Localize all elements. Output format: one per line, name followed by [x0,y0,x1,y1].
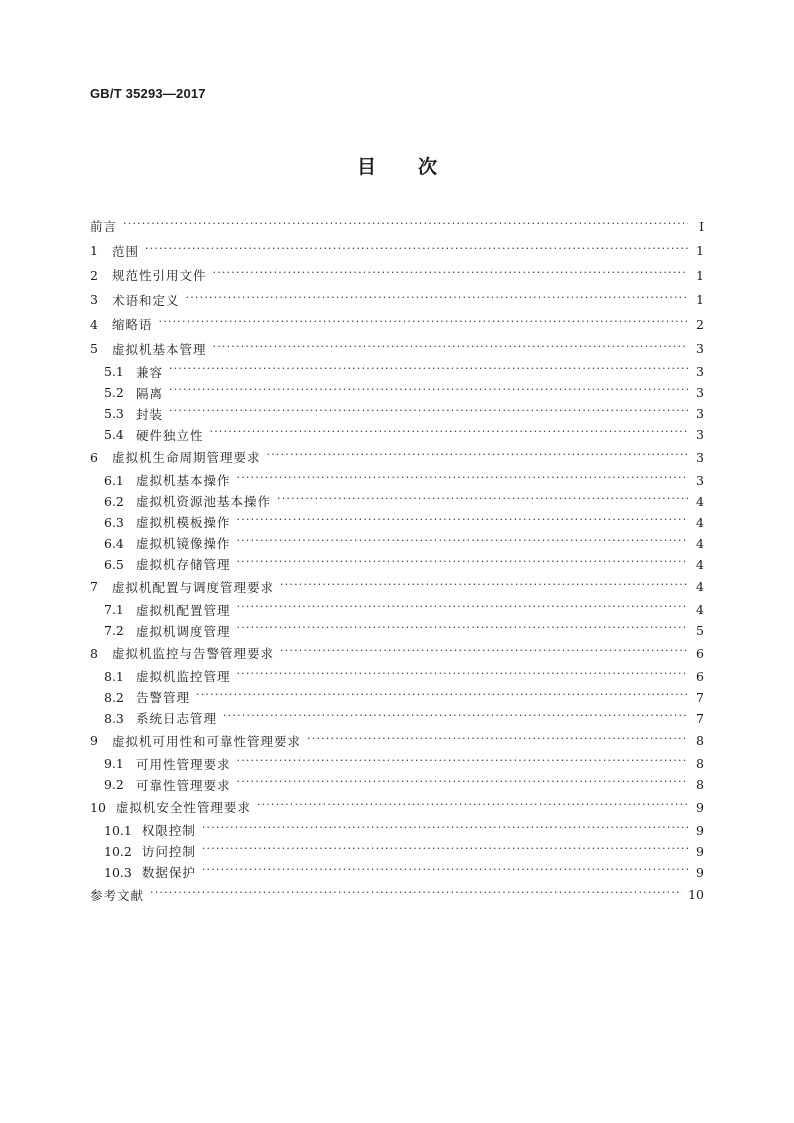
dot-leader [202,866,688,879]
toc-entry[interactable] [90,883,704,908]
toc-entry-label: 虚拟机基本操作 [136,473,231,488]
toc-entry-number: 5.1 [104,364,124,379]
toc-entry-number: 6.5 [104,556,124,572]
toc-entry-page: 4 [696,514,704,530]
toc-entry-page: 6 [696,668,704,684]
toc-entry[interactable] [90,666,704,687]
toc-entry-label: 虚拟机监控与告警管理要求 [112,646,275,662]
toc-entry-label: 封装 [136,406,164,422]
toc-entry-page: 3 [696,449,704,465]
dot-leader [267,451,688,464]
toc-entry-label: 数据保护 [141,865,196,880]
toc-entry-page: 10 [688,887,704,903]
toc-entry-label: 虚拟机模板操作 [136,515,231,530]
dot-leader [237,624,688,637]
toc-entry[interactable] [90,862,704,883]
toc-entry-label: 兼容 [136,364,164,380]
toc-entry-number: 6.1 [104,472,124,488]
toc-entry-page: 9 [696,843,704,859]
dot-leader [237,670,688,683]
toc-entry[interactable] [90,575,704,600]
toc-entry-page: 3 [696,406,704,421]
toc-entry[interactable] [90,729,704,754]
toc-entry-page: 7 [696,689,704,705]
toc-entry-label: 硬件独立性 [136,427,204,443]
dot-leader [123,220,688,233]
toc-entry-label: 虚拟机存储管理 [136,557,231,572]
dot-leader [150,889,682,902]
table-of-contents [90,214,704,907]
dot-leader [145,245,688,258]
dot-leader [169,386,688,399]
toc-entry[interactable] [90,774,704,795]
toc-entry-page: 1 [696,292,704,308]
toc-entry-page: 1 [696,267,704,283]
toc-entry-page: 2 [696,316,704,332]
toc-entry[interactable] [90,382,704,403]
toc-entry[interactable] [90,445,704,470]
toc-entry-page: 4 [696,535,704,551]
toc-entry-page: 5 [696,623,704,638]
dot-leader [237,778,688,791]
toc-entry-number: 8 [90,645,98,661]
toc-entry[interactable] [90,361,704,382]
toc-entry-label: 虚拟机调度管理 [136,623,231,639]
toc-entry[interactable] [90,620,704,641]
dot-leader [202,845,688,858]
title-part-1: 目 [356,156,376,178]
toc-entry-number: 8.1 [104,668,124,684]
toc-entry-number: 7 [90,579,98,595]
toc-entry-page: 3 [696,341,704,357]
toc-entry-label: 虚拟机监控管理 [136,669,231,684]
toc-entry-label: 告警管理 [136,690,191,705]
toc-entry-number: 7.2 [104,623,124,638]
toc-entry-page: 4 [696,556,704,572]
toc-entry-number: 2 [90,267,98,283]
dot-leader [202,824,688,837]
toc-entry-page: 9 [696,822,704,838]
toc-entry[interactable] [90,403,704,424]
dot-leader [186,294,688,307]
dot-leader [237,757,688,770]
toc-entry-number: 10.1 [104,822,132,838]
dot-leader [237,474,688,487]
toc-entry[interactable] [90,263,704,288]
toc-entry-page: 7 [696,710,704,726]
toc-entry-label: 参考文献 [90,887,145,903]
toc-entry-label: 前言 [90,219,118,235]
toc-entry-page: 1 [696,243,704,259]
toc-entry-number: 9.2 [104,777,124,792]
dot-leader [237,603,688,616]
dot-leader [210,428,688,441]
toc-entry-label: 虚拟机可用性和可靠性管理要求 [112,733,302,749]
toc-entry[interactable] [90,554,704,575]
toc-entry-number: 10.2 [104,843,132,859]
toc-entry-number: 5 [90,341,98,357]
toc-entry-label: 可靠性管理要求 [136,777,231,793]
dot-leader [237,558,688,571]
dot-leader [257,801,688,814]
title-part-2: 次 [418,156,438,178]
dot-leader [223,712,688,725]
dot-leader [237,537,688,550]
toc-entry-label: 隔离 [136,385,164,401]
dot-leader [196,691,688,704]
toc-entry[interactable] [90,533,704,554]
toc-entry-label: 访问控制 [141,844,196,859]
toc-entry-page: 8 [696,777,704,792]
dot-leader [280,581,688,594]
toc-entry-number: 6 [90,449,98,465]
page-title [0,152,794,179]
dot-leader [237,516,688,529]
toc-entry[interactable] [90,312,704,337]
toc-entry-page: 8 [696,756,704,771]
toc-entry-page: 6 [696,645,704,661]
toc-entry[interactable] [90,239,704,264]
toc-entry[interactable] [90,687,704,708]
toc-entry[interactable] [90,753,704,774]
dot-leader [169,365,688,378]
toc-entry-number: 1 [90,243,98,259]
toc-entry-number: 5.3 [104,406,124,421]
dot-leader [277,495,688,508]
toc-entry[interactable] [90,841,704,862]
toc-entry-label: 范围 [112,243,140,259]
toc-entry-number: 6.2 [104,493,124,509]
toc-entry-number: 6.3 [104,514,124,530]
toc-entry[interactable] [90,424,704,445]
toc-entry[interactable] [90,795,704,820]
dot-leader [169,407,688,420]
toc-entry-label: 权限控制 [141,823,196,838]
toc-entry-page: 4 [696,602,704,617]
toc-entry-label: 虚拟机资源池基本操作 [136,494,272,509]
toc-entry-label: 规范性引用文件 [112,268,207,284]
toc-entry-page: 3 [696,364,704,379]
toc-entry[interactable] [90,491,704,512]
toc-entry-label: 虚拟机配置管理 [136,602,231,618]
toc-entry-page: 3 [696,385,704,400]
toc-entry-page: 3 [696,427,704,442]
toc-entry[interactable] [90,337,704,362]
dot-leader [159,318,688,331]
toc-entry-number: 6.4 [104,535,124,551]
dot-leader [213,343,688,356]
toc-entry-number: 9 [90,733,98,749]
toc-entry-label: 系统日志管理 [136,711,218,726]
toc-entry[interactable] [90,470,704,491]
toc-entry-label: 虚拟机配置与调度管理要求 [112,579,275,595]
toc-entry-number: 4 [90,316,98,332]
dot-leader [280,647,688,660]
toc-entry[interactable] [90,288,704,313]
toc-entry-number: 10 [90,799,106,815]
toc-entry-page: 4 [696,493,704,509]
toc-entry-page: 4 [696,579,704,595]
dot-leader [307,735,688,748]
toc-entry-number: 7.1 [104,602,124,617]
toc-entry-label: 术语和定义 [112,292,180,308]
toc-entry-label: 虚拟机安全性管理要求 [115,800,251,816]
dot-leader [213,269,688,282]
toc-entry-page: 8 [696,733,704,749]
toc-entry-number: 5.2 [104,385,124,400]
toc-entry-label: 可用性管理要求 [136,756,231,772]
toc-entry-page: 9 [696,864,704,880]
toc-entry-label: 虚拟机基本管理 [112,341,207,357]
toc-entry[interactable] [90,214,704,239]
toc-entry[interactable] [90,820,704,841]
standard-code: GB/T 35293—2017 [90,86,206,101]
toc-entry-number: 8.3 [104,710,124,726]
toc-entry-number: 8.2 [104,689,124,705]
toc-entry[interactable] [90,599,704,620]
toc-entry-page: 9 [696,799,704,815]
toc-entry-number: 3 [90,292,98,308]
toc-entry-number: 5.4 [104,427,124,442]
toc-entry[interactable] [90,512,704,533]
toc-entry[interactable] [90,708,704,729]
toc-entry-page: Ⅰ [699,218,704,234]
toc-entry[interactable] [90,641,704,666]
toc-entry-label: 虚拟机生命周期管理要求 [112,450,261,466]
toc-entry-number: 10.3 [104,864,132,880]
toc-entry-label: 缩略语 [112,317,153,333]
toc-entry-page: 3 [696,472,704,488]
toc-entry-label: 虚拟机镜像操作 [136,536,231,551]
toc-entry-number: 9.1 [104,756,124,771]
